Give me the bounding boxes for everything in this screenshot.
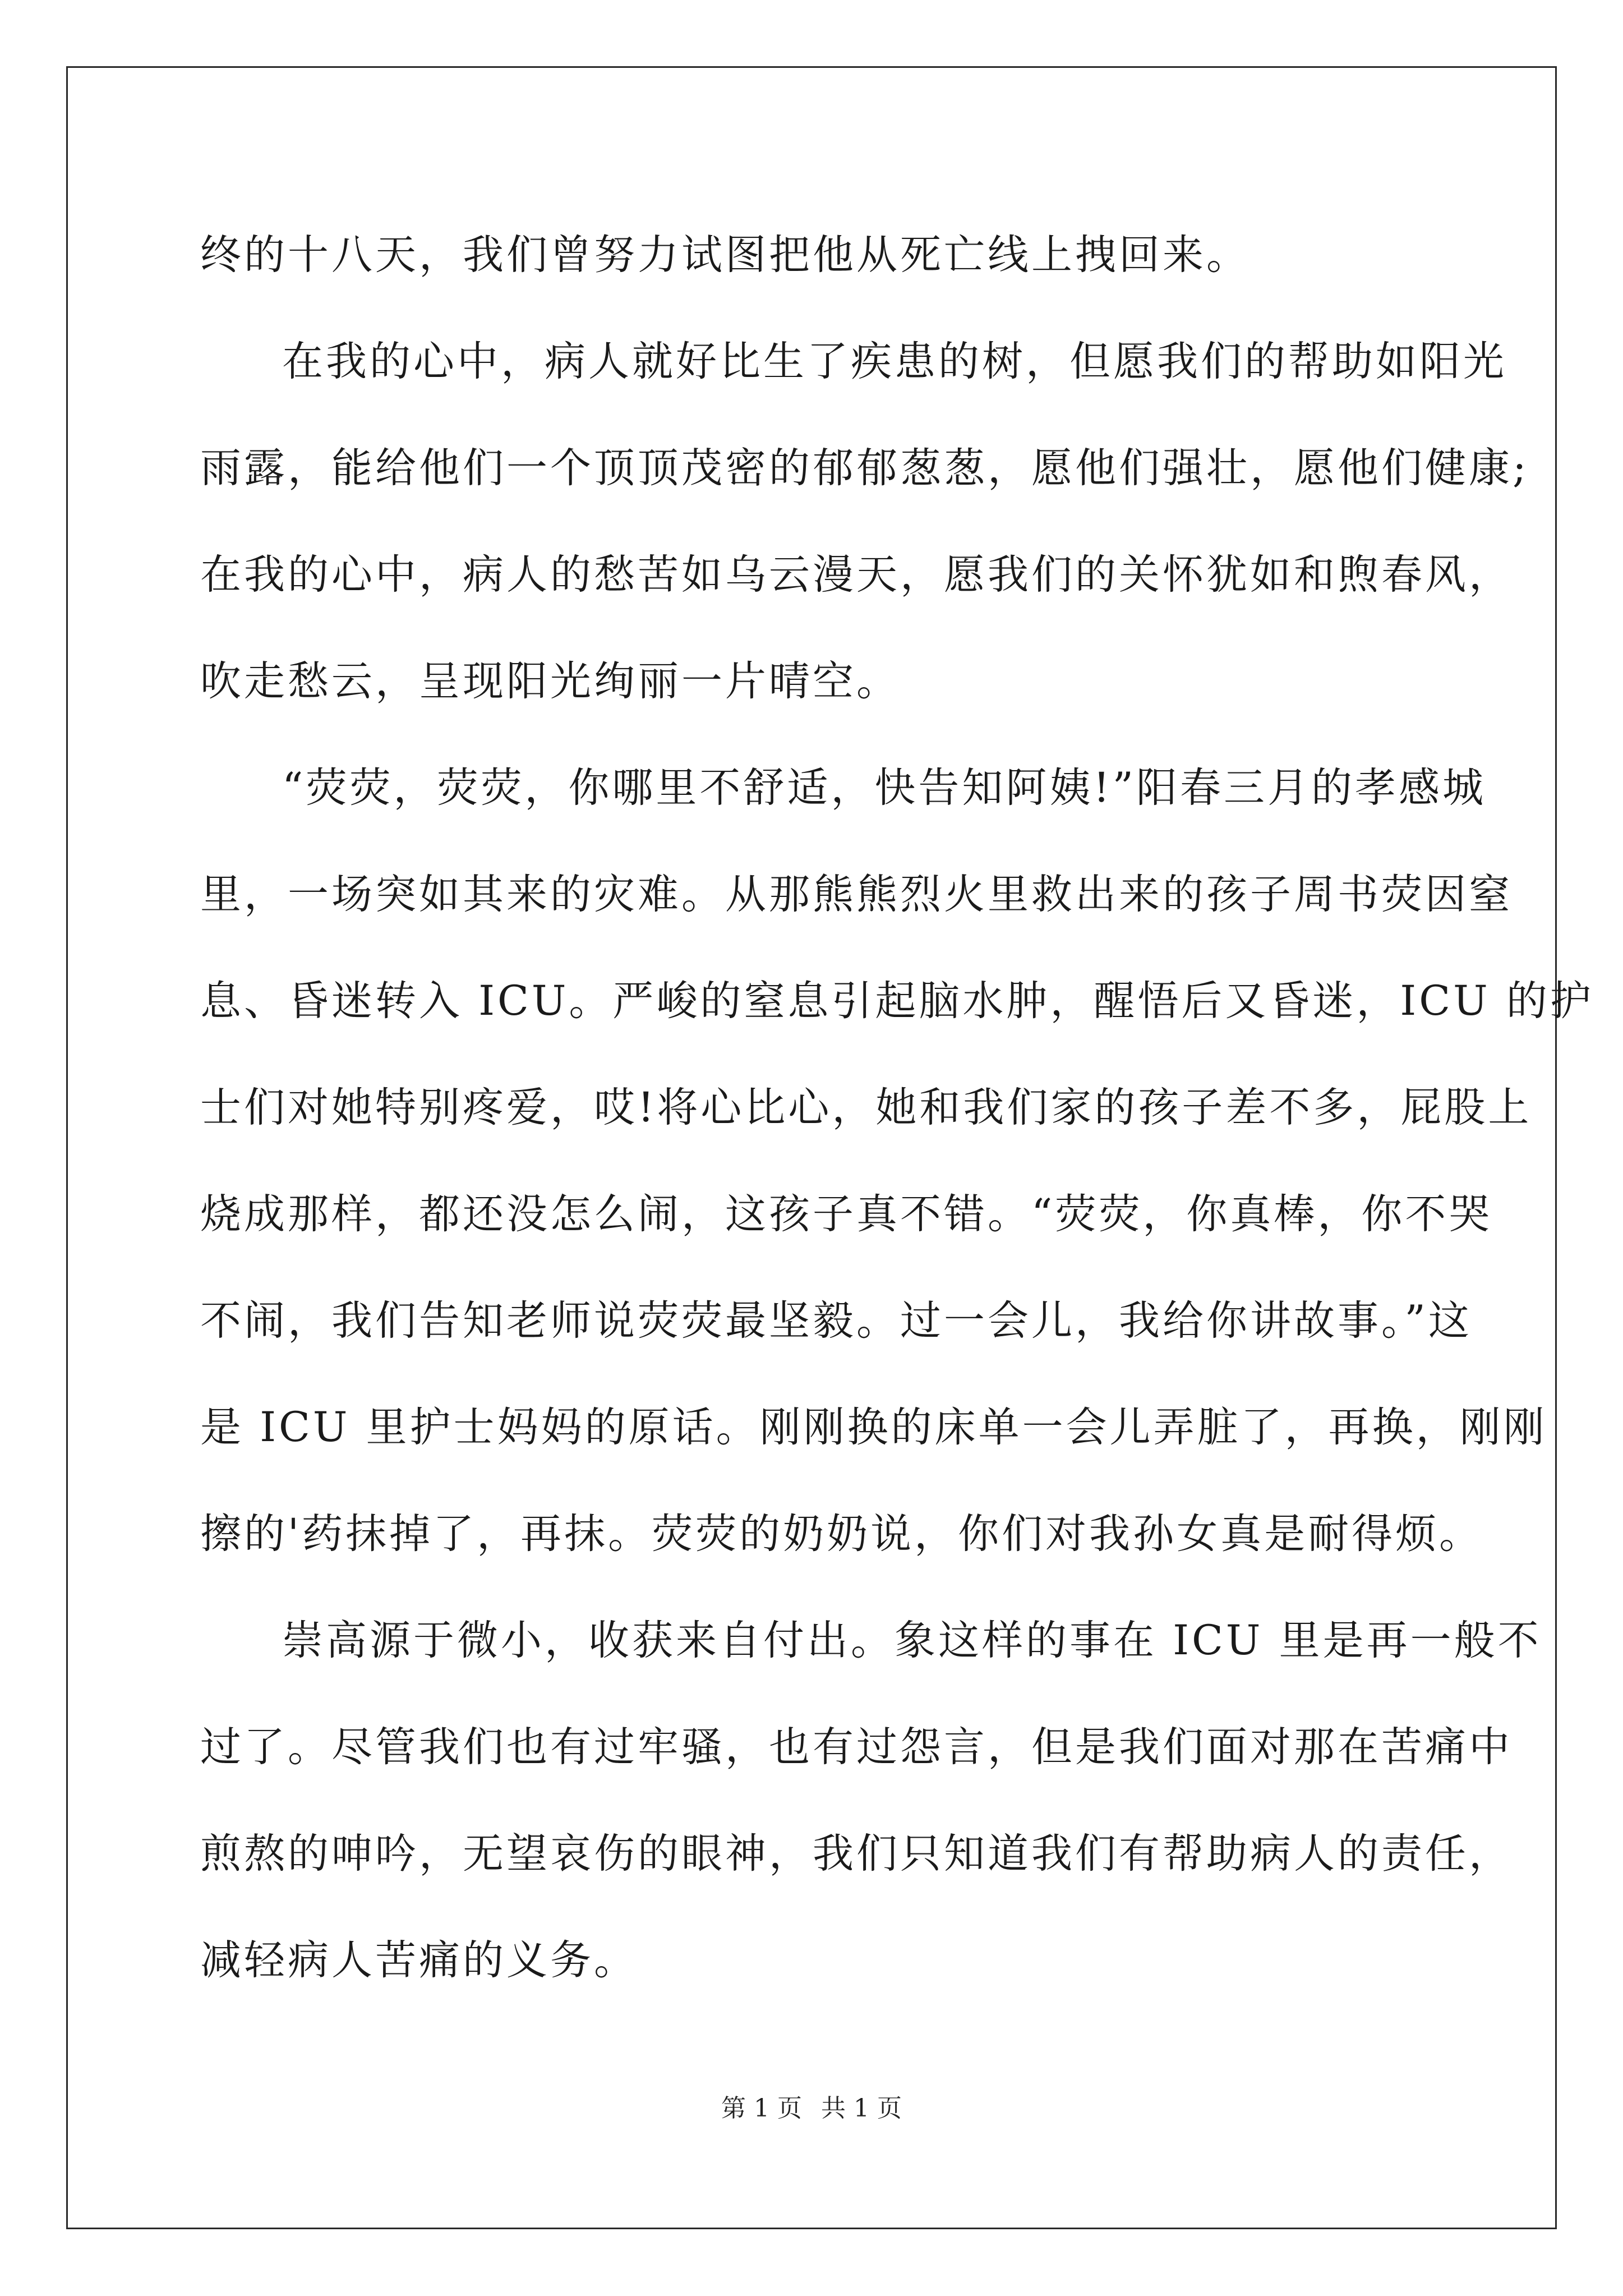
text-line: 吹走愁云，呈现阳光绚丽一片晴空。 (200, 657, 900, 705)
text-line: 息、昏迷转入 ICU。严峻的窒息引起脑水肿，醒悟后又昏迷，ICU 的护 (200, 977, 1594, 1025)
text-line: “荧荧，荧荧，你哪里不舒适，快告知阿姨!”阳春三月的孝感城 (282, 764, 1486, 812)
text-line: 在我的心中，病人就好比生了疾患的树，但愿我们的帮助如阳光 (282, 338, 1507, 385)
text-line: 士们对她特别疼爱，哎!将心比心，她和我们家的孩子差不多，屁股上 (200, 1084, 1532, 1131)
text-line: 减轻病人苦痛的义务。 (200, 1936, 638, 1984)
text-line: 终的十八天，我们曾努力试图把他从死亡线上拽回来。 (200, 231, 1250, 279)
text-line: 在我的心中，病人的愁苦如乌云漫天，愿我们的关怀犹如和煦春风， (200, 551, 1513, 599)
text-line: 是 ICU 里护士妈妈的原话。刚刚换的床单一会儿弄脏了，再换，刚刚 (200, 1404, 1547, 1451)
text-line: 崇高源于微小，收获来自付出。象这样的事在 ICU 里是再一般不 (282, 1617, 1542, 1664)
text-line: 煎熬的呻吟，无望哀伤的眼神，我们只知道我们有帮助病人的责任， (200, 1830, 1513, 1878)
page-number: 第 1 页 (721, 2094, 802, 2123)
document-body (200, 202, 1594, 2014)
text-line: 擦的'药抹掉了，再抹。荧荧的奶奶说，你们对我孙女真是耐得烦。 (200, 1510, 1483, 1558)
text-line: 过了。尽管我们也有过牢骚，也有过怨言，但是我们面对那在苦痛中 (200, 1723, 1513, 1771)
page-footer (0, 2088, 1623, 2124)
text-line: 里，一场突如其来的灾难。从那熊熊烈火里救出来的孩子周书荧因窒 (200, 871, 1513, 918)
text-line: 不闹，我们告知老师说荧荧最坚毅。过一会儿，我给你讲故事。”这 (200, 1297, 1472, 1345)
text-line: 雨露，能给他们一个顶顶茂密的郁郁葱葱，愿他们强壮，愿他们健康; (200, 444, 1529, 492)
text-line: 烧成那样，都还没怎么闹，这孩子真不错。“荧荧，你真棒，你不哭 (200, 1190, 1493, 1238)
page-total: 共 1 页 (821, 2094, 902, 2123)
